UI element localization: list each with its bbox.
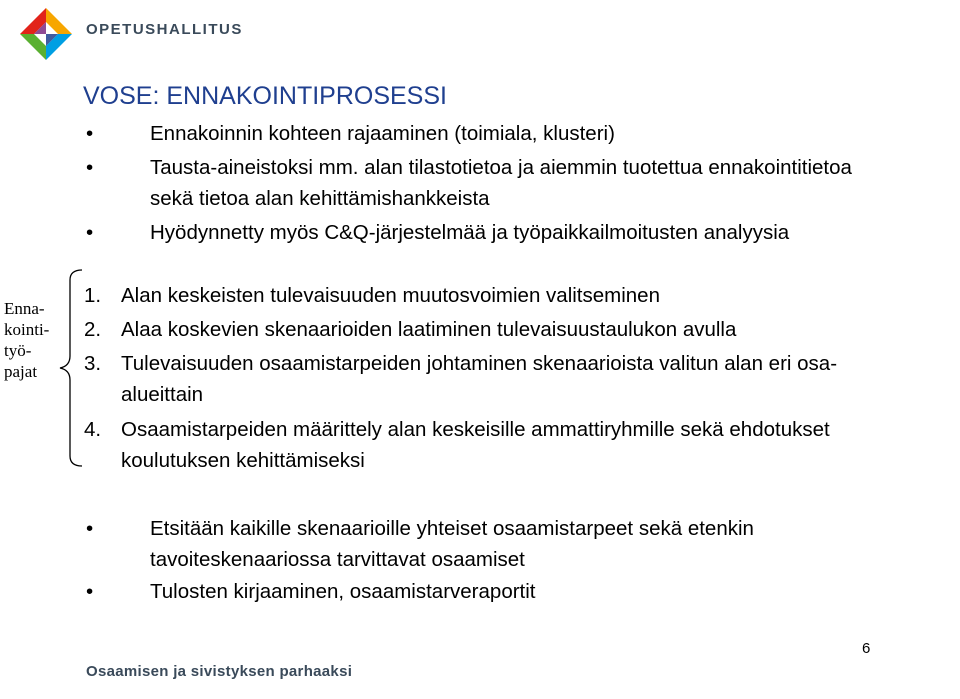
side-label-line: pajat [4,362,38,381]
org-name: OPETUSHALLITUS [86,21,243,38]
step-number: 4. [84,418,102,441]
side-label [4,298,56,382]
page-number: 6 [862,640,871,657]
bullet-text: Ennakoinnin kohteen rajaaminen (toimiala, klusteri) [150,122,615,145]
side-label-line: työ- [4,341,32,360]
curly-brace-icon [56,268,86,468]
bullet-text: Hyödynnetty myös C&Q-järjestelmää ja työpaikkailmoitusten analyysia [150,221,790,244]
footer-slogan: Osaamisen ja sivistyksen parhaaksi [86,663,353,680]
bullet-icon: • [86,580,94,603]
step-text: Alan keskeisten tulevaisuuden muutosvoimien valitseminen [121,284,660,307]
step-text: Osaamistarpeiden määrittely alan keskeisille ammattiryhmille sekä ehdotukset koulutuksen kehittämiseksi [121,418,830,472]
bullet-text: Tausta-aineistoksi mm. alan tilastotietoa ja aiemmin tuotettua ennakointitietoa sekä tietoa alan kehittämishankkeista [150,156,852,210]
step-number: 2. [84,318,102,341]
bullet-icon: • [86,122,94,145]
step-text: Tulevaisuuden osaamistarpeiden johtaminen skenaarioista valitun alan eri osa-alueittain [121,352,838,406]
step-text: Alaa koskevien skenaarioiden laatiminen tulevaisuustaulukon avulla [121,318,737,341]
bullet-text: Tulosten kirjaaminen, osaamistarveraportit [150,580,536,603]
step-number: 3. [84,352,102,375]
opetushallitus-logo [18,6,74,62]
bullet-text: Etsitään kaikille skenaarioille yhteiset osaamistarpeet sekä etenkin tavoiteskenaariossa tarvittavat osaamiset [150,517,754,571]
bullet-icon: • [86,221,94,244]
side-label-line: Enna- [4,299,45,318]
side-label-line: kointi- [4,320,50,339]
bullet-icon: • [86,517,94,540]
step-number: 1. [84,284,102,307]
slide-title: VOSE: ENNAKOINTIPROSESSI [83,82,447,110]
bullet-icon: • [86,156,94,179]
